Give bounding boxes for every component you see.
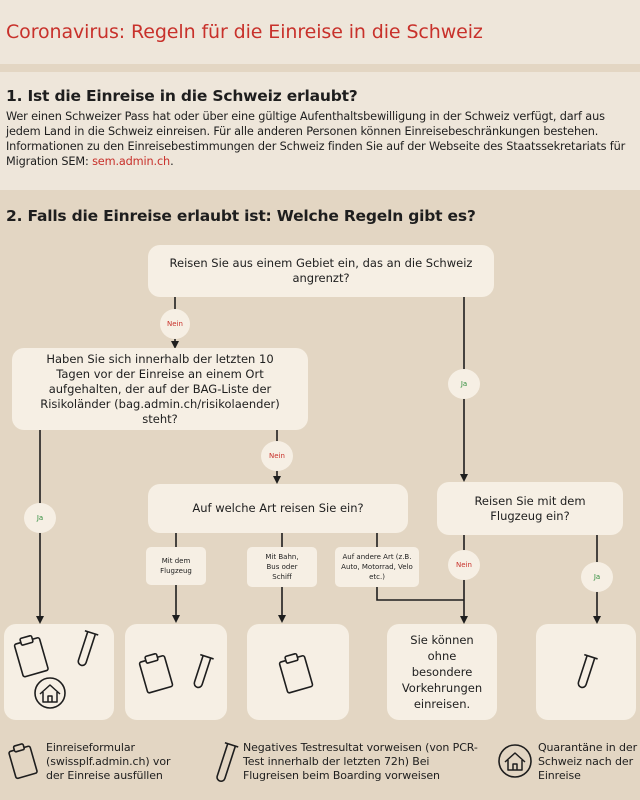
test-tube-icon xyxy=(125,624,227,720)
question-plane: Reisen Sie mit dem Flugzeug ein? xyxy=(437,482,623,535)
house-icon xyxy=(4,624,114,720)
clipboard-icon xyxy=(4,740,44,784)
section2-heading: 2. Falls die Einreise erlaubt ist: Welche Regeln gibt es? xyxy=(6,207,476,225)
test-tube-icon xyxy=(212,738,240,788)
house-icon xyxy=(496,742,536,782)
question-risk-country: Haben Sie sich innerhalb der letzten 10 Tagen vor der Einreise an einem Ort aufgehalten, der auf der BAG-Liste der Risikoländer (bag.admin.ch/risikolaender) steht? xyxy=(12,348,308,430)
mode-rail-tag: Mit Bahn, Bus oder Schiff xyxy=(247,547,317,587)
label-no-border: Nein xyxy=(160,309,190,339)
legend-quarantine-text: Quarantäne in der Schweiz nach der Einreise xyxy=(538,741,637,782)
section1-body: Wer einen Schweizer Pass hat oder über eine gültige Aufenthaltsbewilligung in der Schweiz verfügt, darf aus jedem Land in die Schweiz einreisen. Für alle anderen Personen können Einreisebeschränkungen bestehen. Informationen zu den Einreisebestimmungen der Schweiz finden Sie auf der Webseite des Staatssekretariats für Migration SEM: xyxy=(6,110,626,168)
section1-text-end: . xyxy=(170,155,174,168)
mode-other-tag: Auf andere Art (z.B. Auto, Motorrad, Velo etc.) xyxy=(335,547,419,587)
legend-form-text: Einreiseformular (swissplf.admin.ch) vor der Einreise ausfüllen xyxy=(46,741,171,782)
label-yes-plane: Ja xyxy=(581,562,613,592)
outcome-risk-card xyxy=(4,624,114,720)
outcome-plane-card xyxy=(125,624,227,720)
section1-heading: 1. Ist die Einreise in die Schweiz erlaubt? xyxy=(6,87,358,105)
mode-plane-tag: Mit dem Flugzeug xyxy=(146,547,206,585)
question-travel-mode: Auf welche Art reisen Sie ein? xyxy=(148,484,408,533)
outcome-plane-no-card xyxy=(536,624,636,720)
legend-test-text: Negatives Testresultat vorweisen (von PCR-Test innerhalb der letzten 72h) Bei Flugreisen beim Boarding vorweisen xyxy=(243,741,478,782)
test-tube-icon xyxy=(536,624,636,720)
outcome-rail-card xyxy=(247,624,349,720)
label-no-plane: Nein xyxy=(448,550,480,580)
label-yes-risk: Ja xyxy=(24,503,56,533)
sem-link[interactable]: sem.admin.ch xyxy=(92,155,171,168)
question-border-region: Reisen Sie aus einem Gebiet ein, das an die Schweiz angrenzt? xyxy=(148,245,494,297)
clipboard-icon xyxy=(247,624,349,720)
page-title: Coronavirus: Regeln für die Einreise in die Schweiz xyxy=(6,21,483,43)
label-no-risk: Nein xyxy=(261,441,293,471)
label-yes-border: Ja xyxy=(448,369,480,399)
outcome-free-entry: Sie können ohne besondere Vorkehrungen einreisen. xyxy=(387,624,497,720)
